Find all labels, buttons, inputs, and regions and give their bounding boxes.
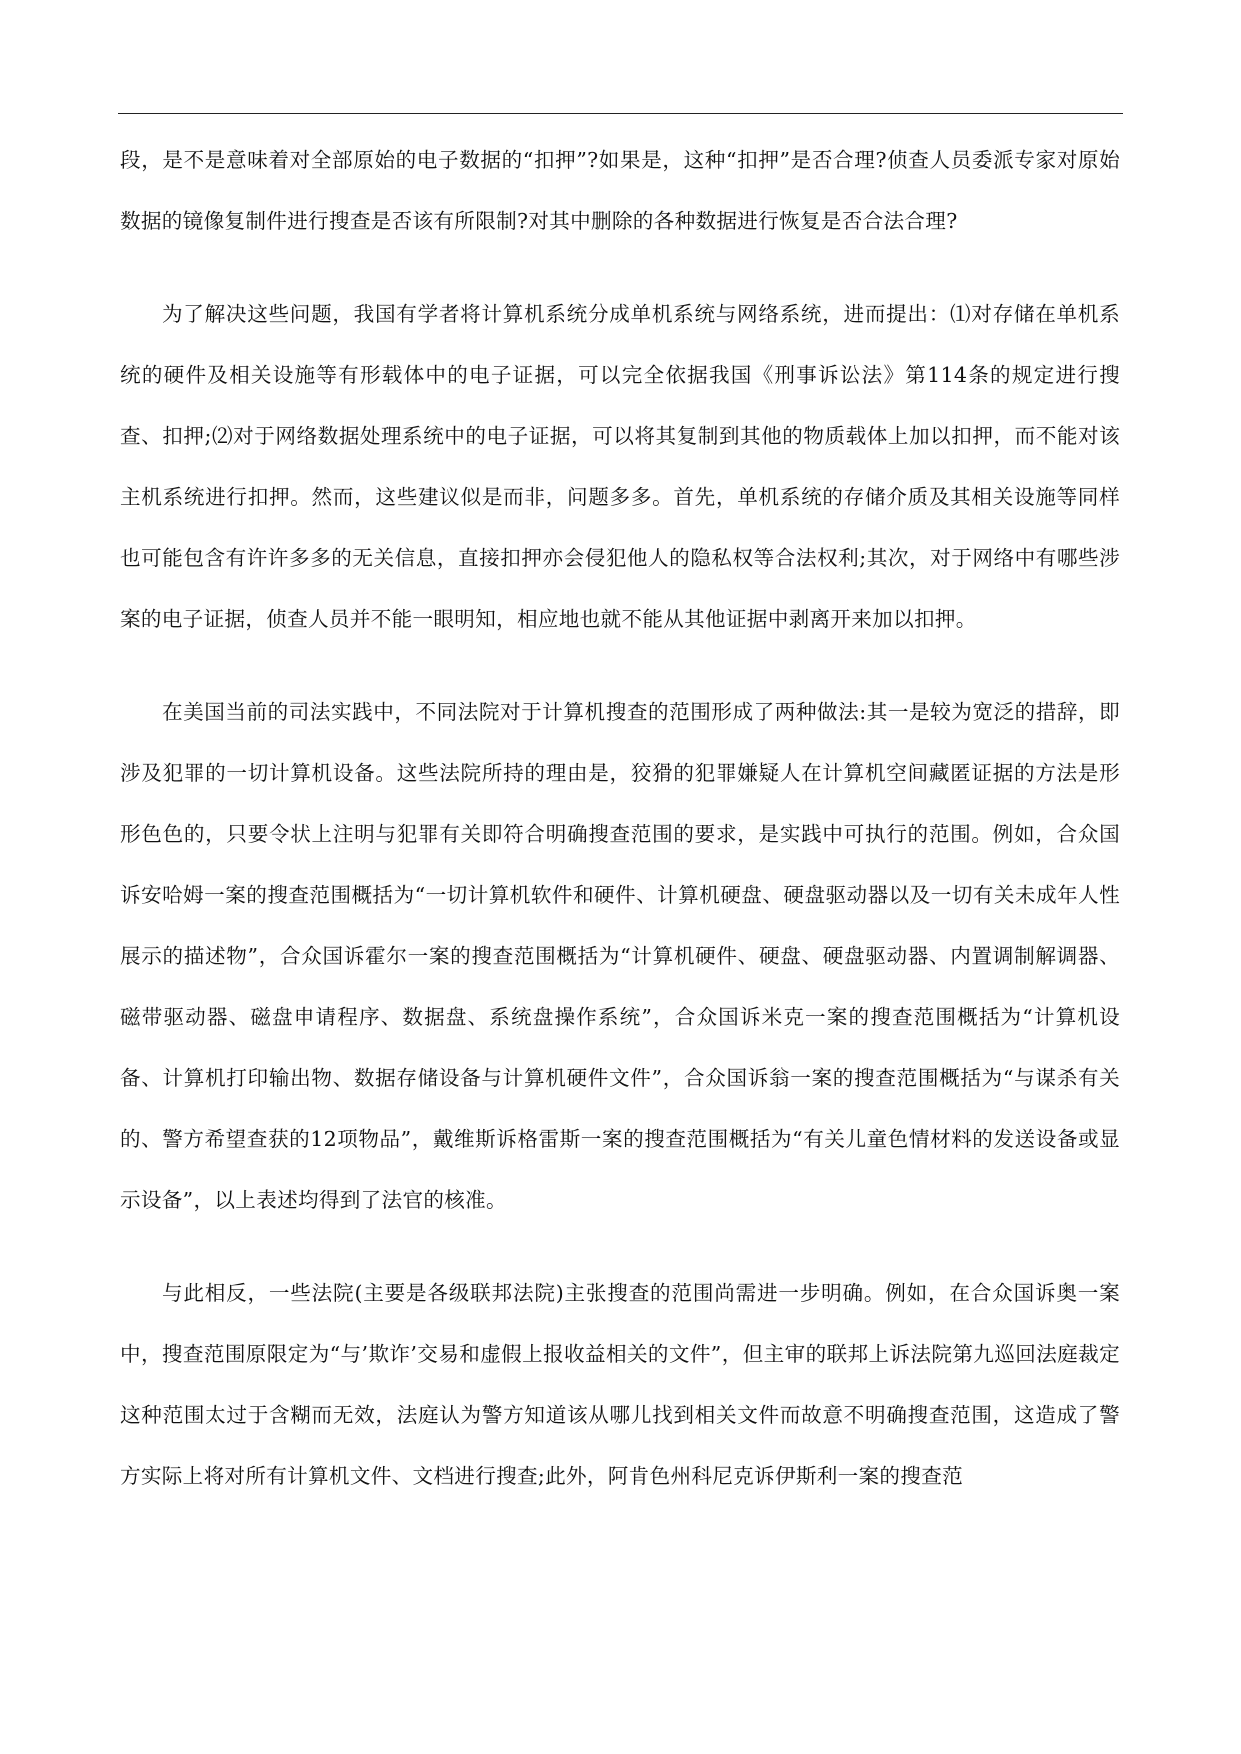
paragraph-1: 段，是不是意味着对全部原始的电子数据的“扣押”?如果是，这种“扣押”是否合理?侦查人员委派专家对原始数据的镜像复制件进行搜查是否该有所限制?对其中删除的各种数据进行恢复是否合法合理? [120,148,1120,233]
header-rule [118,113,1123,114]
paragraph-4: 与此相反，一些法院(主要是各级联邦法院)主张搜查的范围尚需进一步明确。例如，在合众国诉奥一案中，搜查范围原限定为“与’欺诈’交易和虚假上报收益相关的文件”，但主审的联邦上诉法院第九巡回法庭裁定这种范围太过于含糊而无效，法庭认为警方知道该从哪儿找到相关文件而故意不明确搜查范围，这造成了警方实际上将对所有计算机文件、文档进行搜查;此外，阿肯色州科尼克诉伊斯利一案的搜查范 [120,1281,1120,1488]
paragraph-2: 为了解决这些问题，我国有学者将计算机系统分成单机系统与网络系统，进而提出：⑴对存储在单机系统的硬件及相关设施等有形载体中的电子证据，可以完全依据我国《刑事诉讼法》第114条的规定进行搜查、扣押;⑵对于网络数据处理系统中的电子证据，可以将其复制到其他的物质载体上加以扣押，而不能对该主机系统进行扣押。然而，这些建议似是而非，问题多多。首先，单机系统的存储介质及其相关设施等同样也可能包含有许许多多的无关信息，直接扣押亦会侵犯他人的隐私权等合法权利;其次，对于网络中有哪些涉案的电子证据，侦查人员并不能一眼明知，相应地也就不能从其他证据中剥离开来加以扣押。 [120,302,1120,631]
paragraph-3: 在美国当前的司法实践中，不同法院对于计算机搜查的范围形成了两种做法:其一是较为宽泛的措辞，即涉及犯罪的一切计算机设备。这些法院所持的理由是，狡猾的犯罪嫌疑人在计算机空间藏匿证据的方法是形形色色的，只要令状上注明与犯罪有关即符合明确搜查范围的要求，是实践中可执行的范围。例如，合众国诉安哈姆一案的搜查范围概括为“一切计算机软件和硬件、计算机硬盘、硬盘驱动器以及一切有关未成年人性展示的描述物”，合众国诉霍尔一案的搜查范围概括为“计算机硬件、硬盘、硬盘驱动器、内置调制解调器、磁带驱动器、磁盘申请程序、数据盘、系统盘操作系统”，合众国诉米克一案的搜查范围概括为“计算机设备、计算机打印输出物、数据存储设备与计算机硬件文件”，合众国诉翁一案的搜查范围概括为“与谋杀有关的、警方希望查获的12项物品”，戴维斯诉格雷斯一案的搜查范围概括为“有关儿童色情材料的发送设备或显示设备”，以上表述均得到了法官的核准。 [120,700,1120,1212]
body-text [120,130,1120,1539]
